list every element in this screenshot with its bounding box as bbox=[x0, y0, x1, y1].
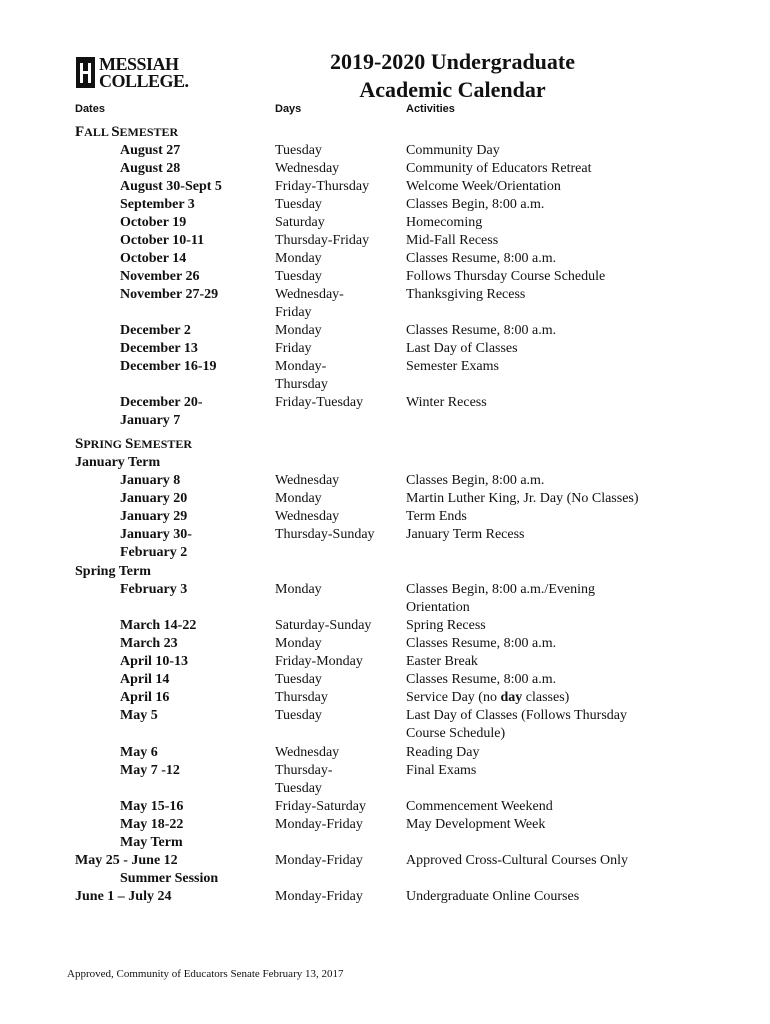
row-day: Thursday-Sunday bbox=[275, 527, 375, 542]
row-day: Friday bbox=[275, 341, 312, 356]
row-date: November 26 bbox=[120, 269, 200, 284]
header-days: Days bbox=[275, 103, 302, 115]
row-day: Wednesday bbox=[275, 745, 340, 760]
row-activity: Easter Break bbox=[406, 654, 478, 669]
row-date: October 10-11 bbox=[120, 233, 205, 248]
row-date: January 30- bbox=[120, 527, 192, 542]
row-day: Monday bbox=[275, 323, 322, 338]
calendar-row bbox=[0, 653, 770, 671]
calendar-row bbox=[0, 196, 770, 214]
calendar-row bbox=[0, 412, 770, 430]
calendar-row bbox=[0, 671, 770, 689]
row-date: February 3 bbox=[120, 582, 188, 597]
row-day: Monday bbox=[275, 251, 322, 266]
row-day: Friday-Monday bbox=[275, 654, 363, 669]
calendar-row bbox=[0, 888, 770, 906]
row-day: Thursday-Friday bbox=[275, 233, 370, 248]
row-date: January 20 bbox=[120, 491, 188, 506]
row-date: May 7 -12 bbox=[120, 763, 180, 778]
row-date: February 2 bbox=[120, 545, 188, 560]
calendar-row bbox=[0, 304, 770, 322]
calendar-row bbox=[0, 870, 770, 888]
row-day: Wednesday- bbox=[275, 287, 344, 302]
row-day: Tuesday bbox=[275, 781, 322, 796]
row-day: Monday bbox=[275, 636, 322, 651]
calendar-row bbox=[0, 178, 770, 196]
calendar-row bbox=[0, 472, 770, 490]
row-day: Tuesday bbox=[275, 269, 322, 284]
row-day: Monday-Friday bbox=[275, 817, 363, 832]
row-date: January 8 bbox=[120, 473, 181, 488]
calendar-row bbox=[0, 232, 770, 250]
row-activity: Commencement Weekend bbox=[406, 799, 553, 814]
row-day: Tuesday bbox=[275, 197, 322, 212]
row-date: April 16 bbox=[120, 690, 170, 705]
calendar-row bbox=[0, 526, 770, 544]
row-day: Saturday bbox=[275, 215, 325, 230]
row-day: Tuesday bbox=[275, 672, 322, 687]
row-activity: Classes Begin, 8:00 a.m. bbox=[406, 197, 545, 212]
calendar-row bbox=[0, 689, 770, 707]
row-activity: Thanksgiving Recess bbox=[406, 287, 526, 302]
row-day: Monday bbox=[275, 491, 322, 506]
row-activity: Homecoming bbox=[406, 215, 483, 230]
calendar-row bbox=[0, 268, 770, 286]
row-activity: Last Day of Classes bbox=[406, 341, 518, 356]
row-day: Friday-Saturday bbox=[275, 799, 366, 814]
row-date: September 3 bbox=[120, 197, 195, 212]
calendar-row bbox=[0, 599, 770, 617]
row-activity: Term Ends bbox=[406, 509, 467, 524]
row-activity: Classes Begin, 8:00 a.m./Evening bbox=[406, 582, 595, 597]
row-date: March 23 bbox=[120, 636, 178, 651]
section-spring-term: Spring Term bbox=[75, 564, 151, 579]
row-date: January 7 bbox=[120, 413, 181, 428]
calendar-row bbox=[0, 617, 770, 635]
calendar-row bbox=[0, 358, 770, 376]
calendar-row bbox=[0, 581, 770, 599]
calendar-row bbox=[0, 376, 770, 394]
row-date: December 20- bbox=[120, 395, 203, 410]
calendar-row bbox=[0, 160, 770, 178]
calendar-row bbox=[0, 142, 770, 160]
row-date: November 27-29 bbox=[120, 287, 219, 302]
approval-footer: Approved, Community of Educators Senate February 13, 2017 bbox=[67, 968, 344, 980]
section-january-term: January Term bbox=[75, 455, 161, 470]
row-activity: Orientation bbox=[406, 600, 470, 615]
calendar-row bbox=[0, 762, 770, 780]
calendar-row bbox=[0, 250, 770, 268]
row-day: Friday-Tuesday bbox=[275, 395, 364, 410]
row-activity: Martin Luther King, Jr. Day (No Classes) bbox=[406, 491, 639, 506]
calendar-row bbox=[0, 816, 770, 834]
row-day: Wednesday bbox=[275, 509, 340, 524]
row-day: Thursday bbox=[275, 690, 328, 705]
row-day: Friday bbox=[275, 305, 312, 320]
row-date: August 28 bbox=[120, 161, 181, 176]
row-date: Summer Session bbox=[120, 871, 219, 886]
calendar-row bbox=[0, 286, 770, 304]
row-day: Friday-Thursday bbox=[275, 179, 370, 194]
row-date: August 30-Sept 5 bbox=[120, 179, 222, 194]
row-day: Monday-Friday bbox=[275, 889, 363, 904]
row-activity: Classes Resume, 8:00 a.m. bbox=[406, 323, 557, 338]
calendar-row bbox=[0, 798, 770, 816]
row-day: Wednesday bbox=[275, 161, 340, 176]
row-activity: Mid-Fall Recess bbox=[406, 233, 499, 248]
row-date: January 29 bbox=[120, 509, 188, 524]
row-activity: May Development Week bbox=[406, 817, 546, 832]
calendar-row bbox=[0, 394, 770, 412]
row-activity: January Term Recess bbox=[406, 527, 525, 542]
logo-line-2: COLLEGE. bbox=[99, 71, 189, 91]
row-date: May 18-22 bbox=[120, 817, 184, 832]
row-day: Wednesday bbox=[275, 473, 340, 488]
row-date: October 14 bbox=[120, 251, 187, 266]
calendar-row bbox=[0, 322, 770, 340]
row-day: Monday bbox=[275, 582, 322, 597]
row-date: October 19 bbox=[120, 215, 187, 230]
header-activities: Activities bbox=[406, 103, 455, 115]
title-line-2: Academic Calendar bbox=[359, 77, 546, 102]
row-day: Saturday-Sunday bbox=[275, 618, 372, 633]
calendar-row bbox=[0, 490, 770, 508]
row-date: December 16-19 bbox=[120, 359, 217, 374]
row-day: Monday-Friday bbox=[275, 853, 363, 868]
calendar-row bbox=[0, 340, 770, 358]
calendar-row bbox=[0, 508, 770, 526]
messiah-college-logo bbox=[76, 54, 189, 91]
section-fall-semester: FALL SEMESTER bbox=[75, 124, 179, 140]
row-day: Tuesday bbox=[275, 708, 322, 723]
row-activity: Classes Begin, 8:00 a.m. bbox=[406, 473, 545, 488]
row-activity: Final Exams bbox=[406, 763, 477, 778]
college-crest-icon bbox=[76, 57, 95, 88]
row-date: May 15-16 bbox=[120, 799, 184, 814]
row-activity: Course Schedule) bbox=[406, 726, 506, 741]
calendar-row bbox=[0, 852, 770, 870]
row-activity: Classes Resume, 8:00 a.m. bbox=[406, 251, 557, 266]
row-day: Tuesday bbox=[275, 143, 322, 158]
row-day: Thursday- bbox=[275, 763, 333, 778]
row-activity: Reading Day bbox=[406, 745, 480, 760]
row-activity: Last Day of Classes (Follows Thursday bbox=[406, 708, 627, 723]
header-dates: Dates bbox=[75, 103, 105, 115]
row-activity: Service Day (no day classes) bbox=[406, 690, 570, 705]
page-title bbox=[280, 48, 625, 104]
row-activity: Follows Thursday Course Schedule bbox=[406, 269, 606, 284]
row-activity: Classes Resume, 8:00 a.m. bbox=[406, 672, 557, 687]
row-activity: Welcome Week/Orientation bbox=[406, 179, 561, 194]
row-date: April 14 bbox=[120, 672, 170, 687]
calendar-row bbox=[0, 214, 770, 232]
row-date: August 27 bbox=[120, 143, 181, 158]
calendar-row bbox=[0, 544, 770, 562]
row-date: June 1 – July 24 bbox=[75, 889, 172, 904]
row-date: April 10-13 bbox=[120, 654, 189, 669]
row-day: Thursday bbox=[275, 377, 328, 392]
row-activity: Spring Recess bbox=[406, 618, 486, 633]
title-line-1: 2019-2020 Undergraduate bbox=[329, 49, 576, 74]
calendar-row bbox=[0, 707, 770, 725]
row-date: May 5 bbox=[120, 708, 158, 723]
calendar-row bbox=[0, 744, 770, 762]
calendar-row bbox=[0, 780, 770, 798]
row-activity: Community of Educators Retreat bbox=[406, 161, 592, 176]
row-date: December 13 bbox=[120, 341, 198, 356]
row-activity: Community Day bbox=[406, 143, 500, 158]
calendar-row bbox=[0, 725, 770, 743]
calendar-row bbox=[0, 635, 770, 653]
calendar-row bbox=[0, 834, 770, 852]
logo-line-1: MESSIAH bbox=[99, 54, 179, 74]
row-date: May 6 bbox=[120, 745, 158, 760]
row-date: May Term bbox=[120, 835, 183, 850]
row-activity: Undergraduate Online Courses bbox=[406, 889, 580, 904]
row-activity: Approved Cross-Cultural Courses Only bbox=[406, 853, 629, 868]
row-activity: Winter Recess bbox=[406, 395, 487, 410]
row-date: May 25 - June 12 bbox=[75, 853, 178, 868]
row-date: December 2 bbox=[120, 323, 191, 338]
section-spring-semester: SPRING SEMESTER bbox=[75, 436, 193, 452]
row-date: March 14-22 bbox=[120, 618, 197, 633]
row-activity: Classes Resume, 8:00 a.m. bbox=[406, 636, 557, 651]
row-activity: Semester Exams bbox=[406, 359, 499, 374]
row-day: Monday- bbox=[275, 359, 327, 374]
